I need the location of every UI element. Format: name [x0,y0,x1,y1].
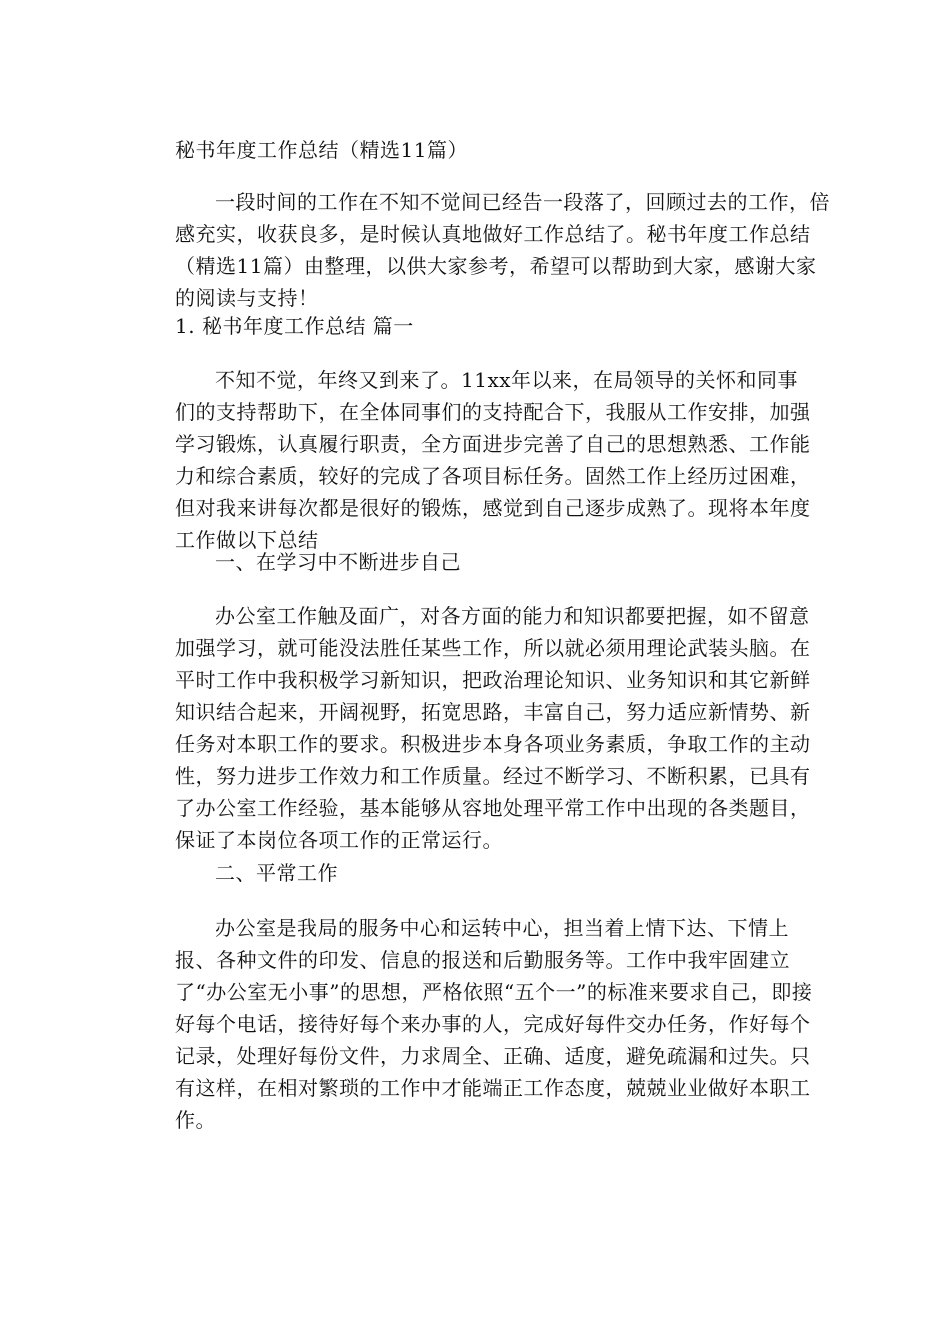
part-2-paragraph: 办公室是我局的服务中心和运转中心，担当着上情下达、下情上报、各种文件的印发、信息的报送和后勤服务等。工作中我牢固建立了“办公室无小事”的思想，严格依照“五个一”的标准来要求自己，即接好每个电话，接待好每个来办事的人，完成好每件交办任务，作好每个记录，处理好每份文件，力求周全、正确、适度，避免疏漏和过失。只有这样，在相对繁琐的工作中才能端正工作态度，兢兢业业做好本职工作。 [175,916,813,1132]
part-1-paragraph: 办公室工作触及面广，对各方面的能力和知识都要把握，如不留意加强学习，就可能没法胜任某些工作，所以就必须用理论武装头脑。在平时工作中我积极学习新知识，把政治理论知识、业务知识和其它新鲜知识结合起来，开阔视野，拓宽思路，丰富自己，努力适应新情势、新任务对本职工作的要求。积极进步本身各项业务素质，争取工作的主动性，努力进步工作效力和工作质量。经过不断学习、不断积累，已具有了办公室工作经验，基本能够从容地处理平常工作中出现的各类题目，保证了本岗位各项工作的正常运行。 [175,604,811,852]
section-1-paragraph: 不知不觉，年终又到来了。11xx年以来，在局领导的关怀和同事们的支持帮助下，在全体同事们的支持配合下，我服从工作安排，加强学习锻炼，认真履行职责，全方面进步完善了自己的思想熟悉、工作能力和综合素质，较好的完成了各项目标任务。固然工作上经历过困难，但对我来讲每次都是很好的锻炼，感觉到自己逐步成熟了。现将本年度工作做以下总结 [175,368,811,552]
part-1-heading: 一、在学习中不断进步自己 [215,550,461,574]
intro-paragraph: 一段时间的工作在不知不觉间已经告一段落了，回顾过去的工作，倍感充实，收获良多，是时候认真地做好工作总结了。秘书年度工作总结（精选11篇）由整理，以供大家参考，希望可以帮助到大家，感谢大家的阅读与支持！ [175,190,830,310]
section-heading-1: 1. 秘书年度工作总结 篇一 [175,314,414,338]
document-title: 秘书年度工作总结（精选11篇） [175,138,468,162]
part-2-heading: 二、平常工作 [215,861,338,885]
